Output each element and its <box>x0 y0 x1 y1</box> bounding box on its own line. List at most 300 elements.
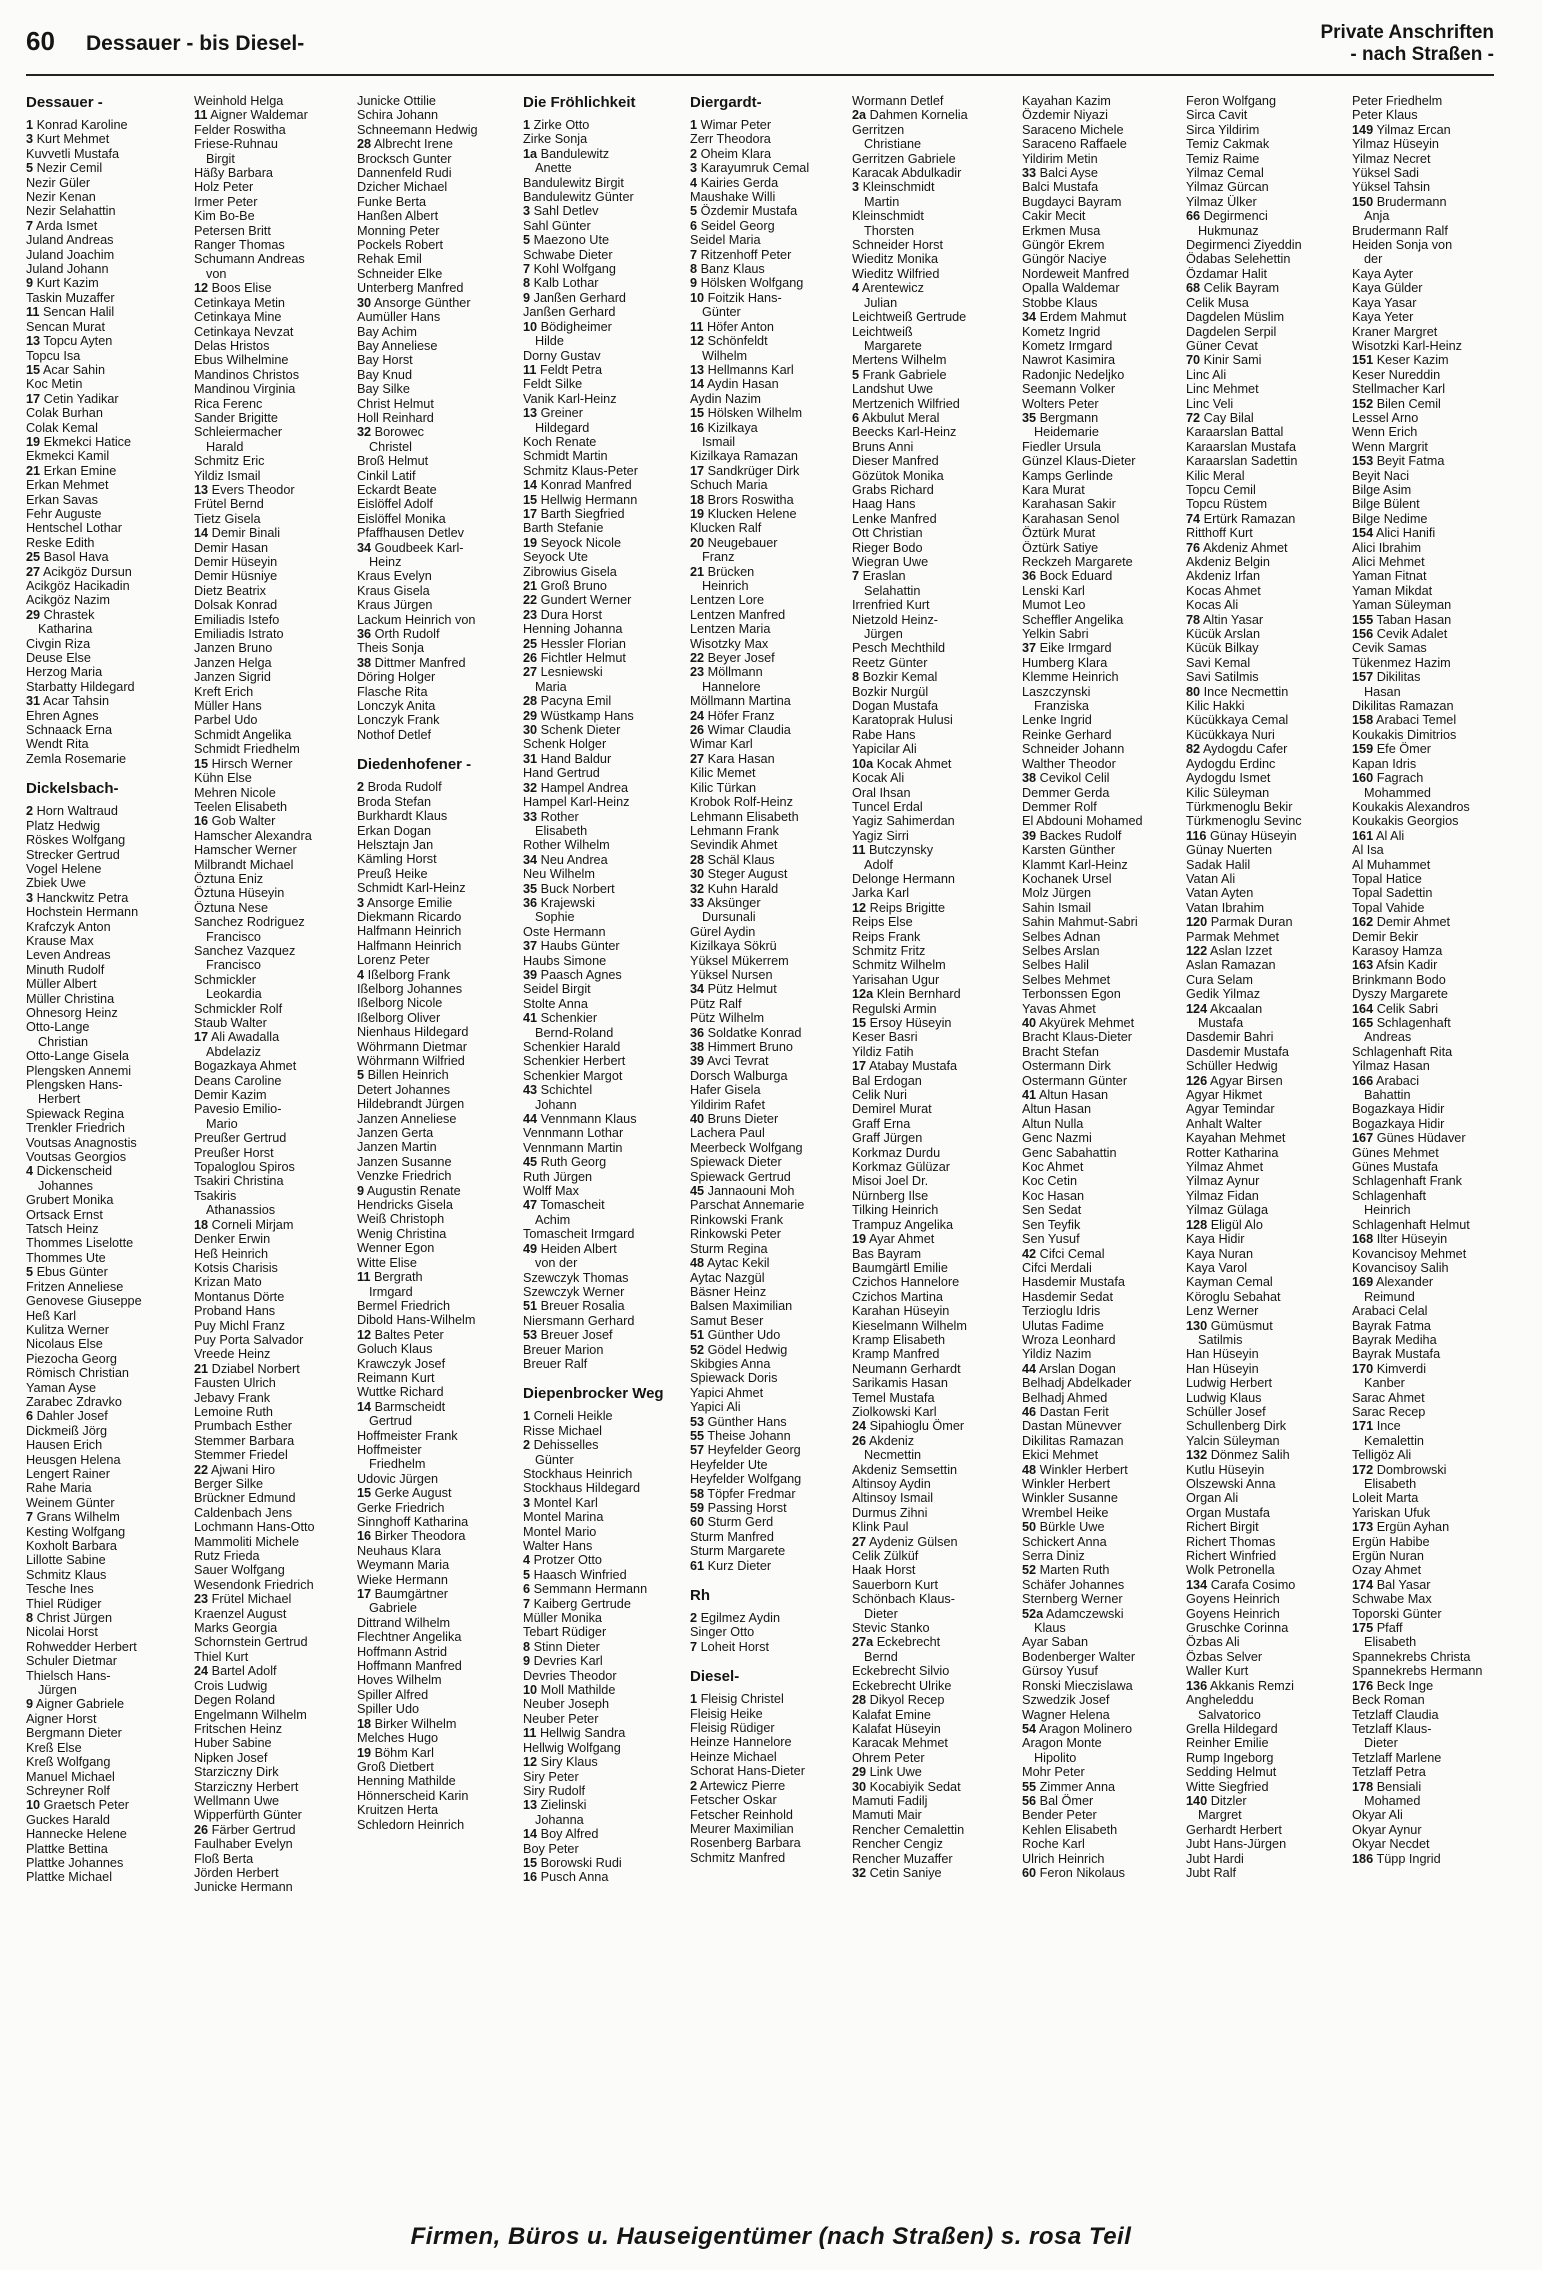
resident-name: Czichos Martina <box>852 1289 943 1304</box>
resident-entry <box>523 1510 681 1524</box>
house-number: 21 <box>523 579 538 593</box>
resident-name: Helsztajn Jan <box>357 837 434 852</box>
resident-entry <box>690 176 848 190</box>
resident-name: Dikilitas Ramazan <box>1352 699 1454 714</box>
resident-entry <box>523 968 681 982</box>
resident-name: Rencher Cengiz <box>852 1837 943 1852</box>
resident-entry <box>26 1755 184 1769</box>
resident-name: Dura Horst <box>540 607 602 622</box>
resident-name: Winkler Susanne <box>1022 1491 1118 1506</box>
resident-name: Kaya Yasar <box>1352 295 1417 310</box>
resident-entry <box>1022 123 1180 137</box>
resident-name: Frank Gabriele <box>862 367 947 382</box>
entry-continuation: Kanber <box>1364 1376 1405 1391</box>
resident-entry <box>1022 1491 1180 1505</box>
house-number: 20 <box>690 535 705 550</box>
resident-entry <box>690 204 848 218</box>
resident-entry <box>1186 1117 1344 1131</box>
resident-name: Cifci Cemal <box>1039 1246 1105 1261</box>
resident-name: Waller Kurt <box>1186 1664 1249 1679</box>
resident-name: Bergmann <box>1039 410 1099 425</box>
resident-name: Humberg Klara <box>1022 655 1108 670</box>
resident-entry <box>26 579 184 593</box>
resident-entry <box>852 1074 1010 1088</box>
resident-name: Pütz Wilhelm <box>690 1011 765 1026</box>
resident-name: Piezocha Georg <box>26 1351 117 1366</box>
resident-name: Steger August <box>707 867 788 882</box>
resident-entry <box>852 1218 1010 1232</box>
resident-entry <box>1022 1088 1180 1102</box>
resident-name: Puy Michl Franz <box>194 1318 285 1333</box>
resident-name: Kämling Horst <box>357 852 437 867</box>
resident-entry <box>194 1189 352 1203</box>
resident-name: Schickert Anna <box>1022 1534 1107 1549</box>
resident-name: Seidel Birgit <box>523 982 591 997</box>
resident-entry <box>26 334 184 348</box>
resident-name: Demmer Rolf <box>1022 799 1097 814</box>
resident-entry <box>194 1160 352 1174</box>
resident-name: Voutsas Georgios <box>26 1150 127 1165</box>
resident-entry <box>523 550 681 564</box>
resident-name: Schlagenhaft Frank <box>1352 1174 1463 1189</box>
resident-name: Erdem Mahmut <box>1039 310 1127 325</box>
resident-entry <box>357 881 515 895</box>
house-number: 136 <box>1186 1678 1208 1693</box>
resident-name: Lentzen Lore <box>690 593 765 608</box>
resident-entry <box>357 267 515 281</box>
resident-entry <box>852 728 1010 742</box>
resident-entry <box>523 1438 681 1452</box>
resident-entry <box>690 521 848 535</box>
resident-name: Reinher Emilie <box>1186 1736 1269 1751</box>
resident-entry <box>852 1679 1010 1693</box>
directory-column-4 <box>523 94 681 2204</box>
resident-entry <box>26 435 184 449</box>
resident-entry <box>1186 1290 1344 1304</box>
resident-entry <box>690 896 848 910</box>
resident-name: Grabs Richard <box>852 482 934 497</box>
resident-entry <box>26 1337 184 1351</box>
resident-entry <box>523 1669 681 1683</box>
resident-name: Brudermann <box>1376 194 1447 209</box>
resident-name: Schmidt Angelika <box>194 727 292 742</box>
resident-name: Juland Andreas <box>26 233 114 248</box>
resident-name: Ißelborg Nicole <box>357 996 443 1011</box>
resident-entry <box>523 1126 681 1140</box>
resident-entry <box>523 435 681 449</box>
resident-entry <box>1352 123 1510 137</box>
resident-name: Hampel Karl-Heinz <box>523 795 630 810</box>
resident-name: Aksünger <box>706 895 761 910</box>
resident-entry <box>1022 584 1180 598</box>
resident-name: Marten Ruth <box>1039 1563 1110 1578</box>
resident-entry <box>1022 1016 1180 1030</box>
resident-entry <box>1022 1823 1180 1837</box>
resident-name: Schenk Dieter <box>540 723 621 738</box>
resident-name: Günther Udo <box>707 1328 781 1343</box>
resident-entry <box>690 1625 848 1639</box>
resident-entry <box>357 1140 515 1154</box>
resident-entry <box>357 939 515 953</box>
house-number: 5 <box>357 1068 365 1083</box>
resident-entry <box>1352 1520 1510 1534</box>
resident-name: Staub Walter <box>194 1016 267 1030</box>
resident-entry <box>1022 713 1180 727</box>
resident-name: Artewicz Pierre <box>699 1778 786 1793</box>
resident-entry <box>26 464 184 478</box>
resident-name: Schlagenhaft <box>1376 1016 1451 1030</box>
resident-entry <box>26 536 184 550</box>
house-number: 32 <box>523 780 538 795</box>
resident-entry <box>852 180 1010 194</box>
house-number: 17 <box>194 1030 209 1045</box>
house-number: 51 <box>523 1299 538 1314</box>
resident-name: Reinke Gerhard <box>1022 727 1112 742</box>
resident-entry <box>1186 901 1344 915</box>
resident-entry <box>523 781 681 795</box>
resident-entry <box>1022 368 1180 382</box>
house-number: 122 <box>1186 943 1208 958</box>
resident-name: Konrad Manfred <box>540 478 632 493</box>
resident-entry <box>194 569 352 583</box>
resident-name: Janzen Bruno <box>194 641 273 656</box>
house-number: 34 <box>1022 310 1037 325</box>
resident-name: Koc Cetin <box>1022 1174 1078 1189</box>
resident-entry <box>194 1693 352 1707</box>
resident-entry <box>1186 252 1344 266</box>
resident-name: Holl Reinhard <box>357 410 434 425</box>
resident-name: Hand Baldur <box>540 751 612 766</box>
resident-name: Grubert Monika <box>26 1193 114 1208</box>
house-number: 37 <box>1022 641 1037 656</box>
resident-entry <box>357 1789 515 1803</box>
resident-entry <box>1352 512 1510 526</box>
resident-entry <box>1186 771 1344 785</box>
resident-name: Denker Erwin <box>194 1232 271 1247</box>
resident-entry <box>26 905 184 919</box>
resident-entry <box>523 1424 681 1438</box>
resident-name: Dorny Gustav <box>523 348 601 363</box>
resident-name: Bödigheimer <box>540 319 612 334</box>
resident-entry <box>1352 1189 1510 1203</box>
resident-entry <box>523 853 681 867</box>
house-number: 27 <box>523 665 538 680</box>
house-number: 5 <box>26 161 34 176</box>
resident-name: Zirke Otto <box>533 118 590 132</box>
resident-entry <box>194 1535 352 1549</box>
entry-continuation: Franz <box>702 550 735 565</box>
resident-name: Kilic Hakki <box>1186 699 1245 714</box>
resident-name: Fichtler Helmut <box>540 651 626 666</box>
resident-entry <box>1352 1751 1510 1765</box>
entry-continuation: Heinrich <box>1364 1203 1411 1218</box>
resident-name: Cetin Saniye <box>869 1865 942 1880</box>
resident-name: Devries Theodor <box>523 1668 617 1683</box>
resident-name: Arabaci Celal <box>1352 1304 1428 1319</box>
resident-name: Ince <box>1376 1419 1401 1434</box>
house-number: 3 <box>690 161 698 176</box>
resident-name: Theise Johann <box>707 1428 791 1443</box>
resident-entry <box>1186 1232 1344 1246</box>
resident-entry <box>26 521 184 535</box>
resident-name: Platz Hedwig <box>26 818 101 833</box>
resident-entry <box>852 469 1010 483</box>
resident-entry <box>690 1400 848 1414</box>
resident-name: Arabaci Temel <box>1376 713 1457 728</box>
resident-entry <box>357 1313 515 1327</box>
resident-name: Breuer Ralf <box>523 1356 588 1371</box>
resident-name: Angheleddu <box>1186 1693 1254 1708</box>
resident-entry <box>690 1343 848 1357</box>
resident-entry <box>690 954 848 968</box>
house-number: 3 <box>357 895 365 910</box>
resident-entry <box>1186 1477 1344 1491</box>
resident-entry <box>194 1866 352 1880</box>
resident-entry <box>852 281 1010 295</box>
resident-name: Hamscher Alexandra <box>194 828 312 843</box>
resident-entry <box>1186 627 1344 641</box>
resident-entry <box>1186 310 1344 324</box>
resident-name: Aigner Gabriele <box>35 1697 125 1712</box>
resident-name: Wroza Leonhard <box>1022 1332 1116 1347</box>
resident-name: Dorsch Walburga <box>690 1068 788 1083</box>
resident-name: Bogazkaya Ahmet <box>194 1059 297 1074</box>
resident-entry <box>1186 1751 1344 1765</box>
resident-entry <box>1352 1837 1510 1851</box>
resident-entry <box>1186 325 1344 339</box>
resident-name: Loleit Marta <box>1352 1491 1419 1506</box>
resident-entry <box>1186 1002 1344 1016</box>
resident-name: Starbatty Hildegard <box>26 679 135 694</box>
resident-entry <box>1186 656 1344 670</box>
resident-name: Berger Silke <box>194 1477 264 1491</box>
resident-entry <box>194 915 352 929</box>
resident-name: Brudermann Ralf <box>1352 223 1448 238</box>
resident-entry <box>1186 1419 1344 1433</box>
resident-entry <box>1352 325 1510 339</box>
resident-entry <box>1186 858 1344 872</box>
resident-name: Emiliadis Istefo <box>194 612 280 627</box>
resident-name: Hannecke Helene <box>26 1827 127 1842</box>
house-number: 45 <box>690 1184 705 1199</box>
resident-name: Schmidt Karl-Heinz <box>357 881 466 896</box>
resident-entry <box>852 209 1010 223</box>
house-number: 168 <box>1352 1232 1374 1247</box>
resident-name: Rother Wilhelm <box>523 838 610 853</box>
resident-entry <box>1186 1607 1344 1621</box>
resident-name: Celik Sabri <box>1376 1001 1439 1016</box>
resident-name: Beyit Naci <box>1352 468 1410 483</box>
resident-entry <box>1186 1391 1344 1405</box>
resident-name: Neugebauer <box>707 535 778 550</box>
resident-name: Maezono Ute <box>533 233 610 248</box>
resident-entry <box>1022 209 1180 223</box>
resident-name: Celik Zülküf <box>852 1549 919 1564</box>
resident-entry <box>357 411 515 425</box>
resident-entry <box>1186 1088 1344 1102</box>
resident-name: Rieger Bodo <box>852 540 923 555</box>
house-number: 48 <box>690 1256 705 1271</box>
resident-entry <box>357 1529 515 1543</box>
resident-name: Schleiermacher <box>194 425 283 440</box>
resident-name: Niersmann Gerhard <box>523 1313 635 1328</box>
resident-name: Hasdemir Mustafa <box>1022 1275 1125 1290</box>
resident-entry <box>852 1160 1010 1174</box>
resident-entry <box>1022 238 1180 252</box>
resident-name: Leven Andreas <box>26 948 111 963</box>
resident-name: Breuer Marion <box>523 1342 604 1357</box>
resident-entry <box>26 320 184 334</box>
resident-entry <box>690 1386 848 1400</box>
house-number: 36 <box>357 627 372 642</box>
street-heading: Diedenhofener - <box>357 756 472 774</box>
house-number: 12 <box>194 281 209 296</box>
resident-entry <box>523 637 681 651</box>
resident-entry <box>26 876 184 890</box>
resident-entry <box>523 478 681 492</box>
resident-name: Kilic Memet <box>690 766 756 781</box>
resident-name: Yagiz Sahimerdan <box>852 814 955 829</box>
resident-name: Eike Irmgard <box>1039 641 1112 656</box>
resident-name: Lillotte Sabine <box>26 1553 106 1568</box>
resident-name: Brors Roswitha <box>707 492 794 507</box>
resident-entry <box>357 699 515 713</box>
resident-name: Holz Peter <box>194 180 254 195</box>
resident-name: Schullenberg Dirk <box>1186 1419 1287 1434</box>
resident-name: Dzicher Michael <box>357 180 448 195</box>
resident-entry <box>1186 1794 1344 1808</box>
resident-entry <box>26 1697 184 1711</box>
entry-continuation: Athanassios <box>206 1203 276 1218</box>
resident-name: Schmitz Wilhelm <box>852 958 946 973</box>
resident-name: Karatoprak Hulusi <box>852 713 953 728</box>
resident-name: Yildiz Ismail <box>194 468 261 483</box>
resident-name: Stockhaus Heinrich <box>523 1466 633 1481</box>
resident-entry <box>1352 238 1510 252</box>
resident-entry <box>26 1582 184 1596</box>
resident-name: Fetscher Oskar <box>690 1793 777 1808</box>
resident-entry <box>1022 267 1180 281</box>
resident-name: Wüstkamp Hans <box>540 708 634 723</box>
resident-entry <box>357 281 515 295</box>
resident-entry <box>1352 598 1510 612</box>
resident-entry <box>523 838 681 852</box>
resident-entry <box>194 742 352 756</box>
resident-entry <box>26 1856 184 1870</box>
resident-name: Schäfer Johannes <box>1022 1577 1125 1592</box>
resident-entry <box>852 1319 1010 1333</box>
resident-entry <box>194 224 352 238</box>
resident-name: Yaman Fitnat <box>1352 569 1427 584</box>
resident-entry <box>357 824 515 838</box>
resident-name: Belhadj Abdelkader <box>1022 1376 1132 1391</box>
house-number: 13 <box>194 482 209 497</box>
resident-entry <box>852 353 1010 367</box>
resident-name: Mertzenich Wilfried <box>852 396 960 411</box>
resident-name: Akdeniz Belgin <box>1186 555 1270 569</box>
resident-entry <box>1352 1823 1510 1837</box>
house-number: 36 <box>523 895 538 910</box>
house-number: 41 <box>1022 1088 1037 1103</box>
resident-name: Kurz Dieter <box>707 1558 772 1573</box>
resident-entry <box>523 190 681 204</box>
resident-name: Sanchez Vazquez <box>194 943 296 958</box>
resident-name: Bodenberger Walter <box>1022 1649 1136 1664</box>
resident-name: Wieke Hermann <box>357 1572 448 1587</box>
house-number: 132 <box>1186 1448 1208 1463</box>
resident-name: Selbes Arslan <box>1022 943 1100 958</box>
resident-name: Zbiek Uwe <box>26 876 86 891</box>
house-number: 3 <box>852 180 860 195</box>
resident-name: Acikgöz Nazim <box>26 593 110 608</box>
resident-name: Aydin Hasan <box>706 377 779 392</box>
resident-entry <box>523 1842 681 1856</box>
resident-entry <box>357 713 515 727</box>
resident-name: Möllmann Martina <box>690 694 791 709</box>
resident-name: Rinkowski Frank <box>690 1212 784 1227</box>
resident-entry <box>26 1597 184 1611</box>
resident-entry <box>357 1155 515 1169</box>
resident-name: Stockhaus Hildegard <box>523 1481 641 1496</box>
resident-name: Greiner <box>540 406 583 421</box>
resident-name: Bensiali <box>1376 1779 1422 1794</box>
resident-entry <box>26 1150 184 1164</box>
resident-name: Öztürk Satiye <box>1022 540 1099 555</box>
resident-name: Taban Hasan <box>1376 612 1452 627</box>
resident-name: Schmidt Friedhelm <box>194 742 300 757</box>
house-number: 11 <box>194 108 208 123</box>
resident-name: Neu Wilhelm <box>523 867 595 882</box>
resident-entry <box>1022 786 1180 800</box>
house-number: 28 <box>852 1693 867 1708</box>
resident-entry <box>852 1290 1010 1304</box>
resident-entry <box>1022 483 1180 497</box>
resident-entry <box>357 627 515 641</box>
resident-entry <box>1186 1434 1344 1448</box>
house-number: 10a <box>852 756 874 771</box>
resident-entry <box>852 1434 1010 1448</box>
resident-entry <box>1186 1045 1344 1059</box>
resident-name: Zemla Rosemarie <box>26 751 127 766</box>
resident-entry <box>523 752 681 766</box>
resident-entry <box>523 1343 681 1357</box>
resident-entry <box>194 1434 352 1448</box>
resident-entry <box>852 1477 1010 1491</box>
resident-entry <box>1186 742 1344 756</box>
resident-name: Yilmaz Gülaga <box>1186 1203 1269 1218</box>
resident-entry <box>852 1376 1010 1390</box>
resident-name: Röskes Wolfgang <box>26 833 126 848</box>
resident-entry <box>357 1616 515 1630</box>
resident-name: Soldatke Konrad <box>707 1025 802 1040</box>
resident-name: Himmert Bruno <box>707 1040 793 1054</box>
resident-entry <box>26 377 184 391</box>
house-number: 60 <box>690 1515 705 1530</box>
resident-entry <box>1186 512 1344 526</box>
resident-entry <box>194 166 352 180</box>
resident-entry <box>26 1136 184 1150</box>
house-number: 24 <box>690 708 705 723</box>
resident-name: Selbes Halil <box>1022 958 1089 973</box>
resident-entry <box>26 1654 184 1668</box>
resident-name: Möllmann <box>707 665 763 680</box>
resident-name: Bergmann Dieter <box>26 1726 122 1741</box>
resident-name: Opalla Waldemar <box>1022 281 1120 296</box>
resident-name: Karayumruk Cemal <box>700 161 810 176</box>
resident-name: Keser Nureddin <box>1352 367 1441 382</box>
resident-name: Yilmaz Gürcan <box>1186 180 1269 195</box>
resident-entry <box>690 147 848 161</box>
